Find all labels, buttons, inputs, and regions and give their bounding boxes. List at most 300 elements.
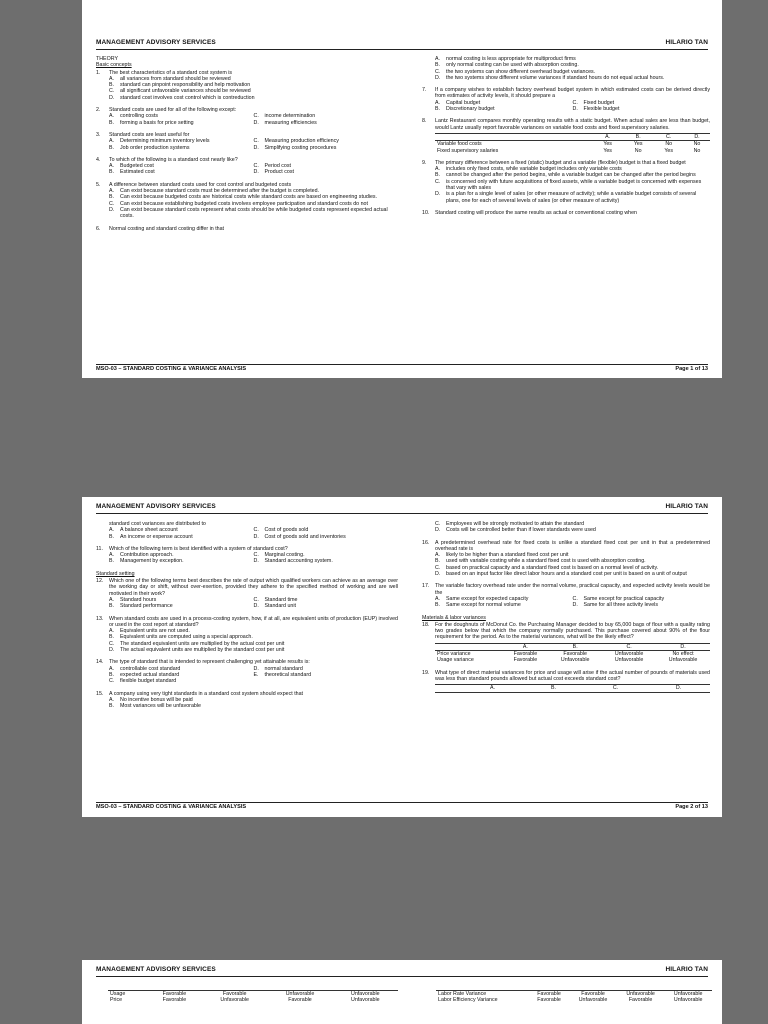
question-text: What type of direct material variances for price and usage will arise if the actual number of pounds of materials used was less than standard pounds allowed but actual cost exceeds standard cost? — [435, 669, 710, 682]
question-text: Normal costing and standard costing differ in that — [109, 225, 225, 232]
option-letter: A. — [109, 138, 115, 145]
question-stem — [96, 616, 398, 629]
table-row — [435, 148, 710, 154]
answer-option — [435, 602, 573, 608]
header-right: HILARIO TAN — [665, 503, 708, 510]
header-left: MANAGEMENT ADVISORY SERVICES — [96, 966, 216, 973]
answer-table — [435, 133, 710, 154]
option-letter: D. — [572, 106, 578, 113]
table-header-cell: D. — [684, 133, 710, 140]
option-text: Standard hours — [120, 596, 157, 603]
answer-option — [435, 106, 573, 112]
option-letter: B. — [109, 194, 115, 201]
table-cell: Labor Efficiency Variance — [438, 997, 498, 1004]
option-text: used with variable costing while a standard fixed cost is used with absorption costing. — [446, 558, 646, 565]
header-left: MANAGEMENT ADVISORY SERVICES — [96, 503, 216, 510]
page-number: Page 2 of 13 — [675, 804, 708, 810]
answer-option — [109, 145, 254, 151]
option-letter: B. — [109, 82, 115, 89]
question-text: A difference between standard costs used for cost control and budgeted costs — [109, 181, 292, 188]
question-stem — [96, 578, 398, 597]
option-letter: A. — [435, 56, 441, 62]
answer-option — [254, 678, 399, 684]
table-cell: Unfavorable — [220, 997, 249, 1004]
question-number: 17. — [422, 583, 430, 590]
question — [96, 691, 398, 710]
table-cell: Fixed supervisory salaries — [437, 147, 499, 154]
question-number: 12. — [96, 578, 104, 585]
header-right: HILARIO TAN — [665, 39, 708, 46]
document-page-3 — [82, 960, 722, 1024]
page-footer — [96, 802, 708, 813]
option-text: Contribution approach. — [120, 552, 174, 559]
document-page-1 — [82, 0, 722, 378]
page-header — [96, 503, 708, 514]
table-cell: Yes — [633, 141, 643, 148]
option-letter: D. — [253, 665, 259, 672]
option-letter: B. — [109, 144, 115, 151]
answer-option — [422, 191, 710, 204]
option-letter: A. — [435, 552, 441, 559]
option-letter: D. — [253, 119, 259, 126]
table-cell: Favorable — [529, 991, 569, 998]
question — [96, 616, 398, 654]
options-grid — [96, 527, 398, 540]
table-cell: Unfavorable — [578, 997, 608, 1004]
options-grid — [422, 100, 710, 113]
question-text: A company using very tight standards in a standard cost system should expect that — [109, 690, 304, 697]
option-letter: B. — [109, 169, 115, 176]
option-text: An income or expense account — [120, 533, 193, 540]
answer-table — [435, 684, 710, 692]
option-letter: A. — [109, 665, 115, 672]
option-letter: C. — [572, 595, 578, 602]
left-column — [96, 521, 398, 715]
question-number: 15. — [96, 690, 104, 697]
option-text: the two systems can show different overhead budget variances. — [446, 68, 596, 75]
option-letter: C. — [435, 68, 441, 75]
question-text: Which of the following term is best identified with a system of standard cost? — [109, 545, 288, 552]
question — [422, 622, 710, 664]
option-letter: B. — [109, 703, 115, 710]
option-text: Standard performance — [120, 603, 173, 610]
option-letter: C. — [435, 178, 441, 185]
option-text: Same for all three activity levels — [583, 602, 658, 609]
table-row — [436, 991, 712, 998]
option-text: A balance sheet account — [120, 527, 178, 534]
table-cell: Favorable — [162, 997, 187, 1004]
answer-table — [435, 643, 710, 664]
option-letter: C. — [253, 527, 259, 534]
question-text: The best characteristics of a standard cost system is — [109, 69, 233, 76]
option-text: Management by exception. — [120, 558, 184, 565]
answer-option — [96, 647, 398, 653]
question-number: 10. — [422, 209, 430, 216]
option-letter: D. — [109, 206, 115, 213]
option-letter: D. — [435, 571, 441, 578]
question-text: standard cost variances are distributed to — [109, 521, 206, 527]
table-cell: Price variance — [437, 651, 471, 658]
question-number: 18. — [422, 621, 430, 628]
question-stem — [422, 670, 710, 683]
table-cell: Unfavorable — [664, 991, 712, 998]
option-text: Equivalent units are computed using a special approach. — [120, 634, 253, 641]
option-text: Same except for expected capacity — [446, 595, 529, 602]
table-cell: Unfavorable — [351, 997, 380, 1004]
option-text: is a plan for a single level of sales (or other measure of activity); while a variable budget consists of several plans, one for each of several levels of sales (or other measure of activity) — [446, 191, 697, 204]
option-letter: B. — [435, 172, 441, 179]
question — [422, 87, 710, 112]
option-letter: B. — [109, 634, 115, 641]
options-grid — [96, 666, 398, 685]
table-cell: Unfavorable — [614, 651, 644, 658]
option-letter: D. — [435, 74, 441, 81]
table-cell: Yes — [603, 141, 612, 148]
document-page-2 — [82, 497, 722, 817]
table-cell: Favorable — [202, 991, 267, 998]
answer-option — [109, 169, 254, 175]
option-letter: A. — [109, 596, 115, 603]
right-column — [422, 56, 710, 222]
option-letter: A. — [109, 163, 115, 170]
option-letter: D. — [253, 144, 259, 151]
option-letter: D. — [109, 94, 115, 101]
answer-option — [573, 106, 711, 112]
table-cell: Price — [110, 997, 123, 1004]
table-cell: Unfavorable — [560, 657, 590, 664]
option-text: Discretionary budget — [446, 106, 495, 113]
option-letter: C. — [253, 163, 259, 170]
option-text: normal standard — [264, 665, 303, 672]
question — [96, 578, 398, 609]
question-number: 16. — [422, 539, 430, 546]
option-letter: C. — [253, 113, 259, 120]
option-letter: A. — [109, 696, 115, 703]
table-cell: No — [634, 147, 642, 154]
header-left: MANAGEMENT ADVISORY SERVICES — [96, 39, 216, 46]
table-header-cell — [435, 643, 503, 650]
answer-option — [422, 179, 710, 192]
option-text: Can exist because standard costs must be determined after the budget is completed. — [120, 188, 320, 195]
option-text: Product cost — [264, 169, 294, 176]
option-letter: C. — [572, 99, 578, 106]
option-text: Equivalent units are not used. — [120, 628, 190, 635]
table-cell: Favorable — [537, 997, 561, 1004]
option-letter: A. — [109, 75, 115, 82]
option-text: No incentive bonus will be paid — [120, 696, 193, 703]
table-header-cell: C. — [653, 133, 684, 140]
question-text: If a company wishes to establish factory overhead budget system in which estimated costs can be derived directly from estimates of activity levels, it should prepare a — [435, 87, 710, 100]
question-text: For the doughnuts of McDonut Co. the Purchasing Manager decided to buy 65,000 bags of flour with a quality rating two grades below that which the company normally purchased. This purchase covered about 90% of the flour requirement for the period. As to the material variances, what will be the likely effect? — [435, 621, 710, 641]
option-letter: D. — [572, 602, 578, 609]
option-letter: C. — [253, 596, 259, 603]
option-letter: A. — [109, 113, 115, 120]
option-text: measuring efficiencies — [264, 119, 317, 126]
answer-option — [422, 75, 710, 81]
question-stem — [96, 226, 398, 232]
option-text: normal costing is less appropriate for multiproduct firms — [446, 56, 576, 62]
table-cell: Yes — [603, 147, 612, 154]
table-cell: Labor Rate Variance — [436, 991, 529, 998]
table-header-cell: A. — [592, 133, 623, 140]
option-letter: A. — [435, 99, 441, 106]
table-cell: Yes — [664, 147, 674, 154]
table-row — [108, 991, 398, 998]
section-title: THEORY — [96, 56, 118, 62]
option-text: Can exist because budgeted costs are historical costs while standard costs are based on engineering studies. — [120, 194, 378, 201]
question-continued — [422, 521, 710, 534]
option-text: controlling costs — [120, 113, 158, 120]
question — [422, 540, 710, 578]
table-cell: Favorable — [288, 997, 312, 1004]
answer-option — [96, 95, 398, 101]
option-text: standard can pinpoint responsibility and help motivation — [120, 82, 251, 89]
option-text: Estimated cost — [120, 169, 155, 176]
subsection-title: Basic concepts — [96, 62, 132, 69]
table-cell: Favorable — [569, 991, 617, 998]
option-text: theoretical standard — [264, 671, 312, 678]
answer-option — [109, 120, 254, 126]
table-cell: Unfavorable — [668, 657, 698, 664]
option-text: all significant unfavorable variances should be reviewed — [120, 88, 251, 95]
table-cell: Usage variance — [437, 657, 474, 664]
option-text: Simplifying costing procedures — [264, 144, 337, 151]
question — [96, 546, 398, 565]
page-header — [96, 966, 708, 977]
option-text: Standard unit — [264, 603, 297, 610]
question-number: 9. — [422, 159, 427, 166]
table-cell: Unfavorable — [614, 657, 644, 664]
question — [96, 226, 398, 232]
option-text: Can exist because establishing budgeted costs involves employee participation and standard costs do not — [120, 200, 368, 207]
question-text: Lantz Restaurant compares monthly operating results with a static budget. When actual sales are less than budget, would Lantz usually report favorable variances on variable food costs and fixed supervisory salaries. — [435, 118, 710, 131]
subsection-title: Standard setting — [96, 570, 135, 577]
option-letter: B. — [435, 558, 441, 565]
table-cell: Favorable — [563, 651, 587, 658]
option-letter: A. — [109, 552, 115, 559]
option-letter: C. — [109, 640, 115, 647]
option-letter: D. — [253, 169, 259, 176]
option-letter: D. — [435, 191, 441, 198]
option-text: Cost of goods sold and inventories — [264, 533, 346, 540]
question — [422, 670, 710, 693]
options-grid — [96, 597, 398, 610]
table-header-cell — [435, 685, 462, 692]
option-letter: B. — [435, 602, 441, 609]
option-text: Can exist because standard costs represent what costs should be while budgeted costs represent expected actual costs. — [120, 206, 388, 220]
option-text: Determining minimum inventory levels — [120, 138, 210, 145]
option-letter: E. — [253, 671, 259, 678]
table-row — [108, 997, 398, 1003]
question-number: 3. — [96, 131, 101, 138]
question-text: When standard costs are used in a process-costing system, how, if at all, are equivalent units of production (EUP) involved or used in the cost report at standard? — [109, 615, 398, 628]
option-text: flexible budget standard — [120, 678, 177, 685]
table-header-cell: B. — [623, 133, 654, 140]
question-stem — [422, 118, 710, 131]
option-text: The standard equivalent units are multiplied by the actual cost per unit — [120, 640, 285, 647]
answer-option — [254, 603, 399, 609]
option-text: Measuring production efficiency — [264, 138, 339, 145]
option-letter: B. — [109, 119, 115, 126]
answer-option — [573, 602, 711, 608]
option-letter: D. — [253, 603, 259, 610]
question-text: Standard costs are least useful for — [109, 131, 190, 138]
option-text: Cost of goods sold — [264, 527, 309, 534]
option-text: Most variances will be unfavorable — [120, 703, 201, 710]
question-number: 5. — [96, 181, 101, 188]
option-letter: B. — [109, 533, 115, 540]
option-letter: C. — [253, 138, 259, 145]
table-cell: Favorable — [513, 651, 538, 658]
options-grid — [96, 163, 398, 176]
option-letter: D. — [253, 558, 259, 565]
question-number: 1. — [96, 69, 101, 76]
answer-option — [96, 207, 398, 220]
option-letter: D. — [435, 527, 441, 534]
table-header-cell — [435, 133, 592, 140]
option-text: income determination — [264, 113, 316, 120]
table-cell: No — [665, 141, 673, 148]
option-letter: C. — [435, 521, 441, 527]
table-header-cell: A. — [503, 643, 549, 650]
answer-option — [422, 571, 710, 577]
option-letter: C. — [435, 564, 441, 571]
option-letter: B. — [109, 558, 115, 565]
option-text: Fixed budget — [583, 99, 615, 106]
option-text: Employees will be strongly motivated to attain the standard — [446, 521, 585, 527]
option-letter: B. — [435, 62, 441, 69]
question-continued — [96, 521, 398, 540]
question-stem — [422, 540, 710, 553]
option-letter: A. — [109, 188, 115, 195]
option-text: Costs will be controlled better than if lower standards were used — [446, 527, 596, 534]
footer-left: MSO-03 – STANDARD COSTING & VARIANCE ANALYSIS — [96, 366, 247, 372]
option-text: likely to be higher than a standard fixed cost per unit — [446, 552, 569, 559]
right-column — [422, 521, 710, 699]
option-text: standard cost involves cost control which is contreduction — [120, 94, 255, 101]
option-text: Job order production systems — [120, 144, 190, 151]
question-number: 11. — [96, 545, 103, 552]
table-row — [435, 141, 710, 148]
table-row — [435, 657, 710, 663]
option-text: The actual equivalent units are multiplied by the standard cost per unit — [120, 647, 285, 654]
table-header-cell: C. — [602, 643, 656, 650]
option-text: based on an input factor like direct labor hours and a standard cost per unit is based on a unit of output — [446, 571, 687, 578]
page-number: Page 1 of 13 — [675, 366, 708, 372]
footer-left: MSO-03 – STANDARD COSTING & VARIANCE ANALYSIS — [96, 804, 247, 810]
option-text: Budgeted cost — [120, 163, 154, 170]
question-stem — [422, 583, 710, 596]
table-header-cell: D. — [647, 685, 710, 692]
question-stem — [422, 622, 710, 641]
question-number: 7. — [422, 87, 427, 94]
question — [422, 118, 710, 153]
option-text: includes only fixed costs, while variable budget includes only variable costs — [446, 166, 622, 173]
question-text: The primary difference between a fixed (static) budget and a variable (flexible) budget is that a fixed budget — [435, 159, 686, 166]
answer-option — [109, 534, 254, 540]
table-cell: No — [693, 147, 701, 154]
answer-option — [254, 169, 399, 175]
subsection-title: Materials & labor variances — [422, 614, 486, 621]
table-row — [436, 997, 712, 1003]
question-number: 4. — [96, 156, 101, 163]
question — [96, 107, 398, 126]
question-text: The type of standard that is intended to represent challenging yet attainable results is: — [109, 659, 310, 666]
table-header-cell: B. — [548, 643, 602, 650]
option-letter: A. — [109, 527, 115, 534]
variance-table-left — [108, 990, 398, 1004]
options-grid — [96, 138, 398, 151]
table-header-cell: D. — [656, 643, 710, 650]
answer-option — [254, 534, 399, 540]
table-cell: Unfavorable — [673, 997, 703, 1004]
header-right: HILARIO TAN — [665, 966, 708, 973]
question-text: To which of the following is a standard cost nearly like? — [109, 156, 238, 163]
option-letter: C. — [253, 552, 259, 559]
table-cell: No effect — [672, 651, 694, 658]
table-header-cell: B. — [523, 685, 584, 692]
table-cell: Unfavorable — [333, 991, 398, 998]
option-text: Standard accounting system. — [264, 558, 333, 565]
options-grid — [96, 113, 398, 126]
option-letter: B. — [109, 671, 115, 678]
answer-option — [254, 558, 399, 564]
answer-option — [109, 558, 254, 564]
table-cell: Usage — [108, 991, 147, 998]
option-text: Flexible budget — [583, 106, 620, 113]
question-text: A predetermined overhead rate for fixed costs is unlike a standard fixed cost per unit in that a predetermined overhead rate is — [435, 539, 710, 552]
table-cell: Variable food costs — [437, 141, 482, 148]
page-header — [96, 39, 708, 50]
option-text: cannot be changed after the period begins, while a variable budget can be changed after the period begins — [446, 172, 696, 179]
option-letter: A. — [435, 166, 441, 173]
option-text: Capital budget — [446, 99, 481, 106]
question-number: 2. — [96, 107, 101, 114]
table-cell: Unfavorable — [267, 991, 332, 998]
options-grid — [422, 596, 710, 609]
table-cell: Favorable — [147, 991, 202, 998]
question-stem — [422, 87, 710, 100]
answer-option — [254, 145, 399, 151]
options-grid — [96, 552, 398, 565]
question-number: 19. — [422, 669, 430, 676]
option-text: all variances from standard should be reviewed — [120, 75, 231, 82]
question-text: Which one of the following terms best describes the rate of output which qualified workers can achieve as an average over the working day or shift, without over-exertion, provided they adhere to the specified method of working and are well motivated in their work? — [109, 578, 398, 597]
option-text: is concerned only with future acquisitions of fixed assets, while a variable budget is concerned with expenses that vary with sales — [446, 178, 702, 192]
question — [96, 157, 398, 176]
option-letter — [254, 678, 265, 684]
option-text: Same except for normal volume — [446, 602, 521, 609]
table-cell: Favorable — [628, 997, 653, 1004]
left-column — [96, 56, 398, 238]
variance-table-right — [436, 990, 712, 1004]
question — [96, 659, 398, 684]
question-number: 13. — [96, 615, 104, 622]
answer-option — [422, 527, 710, 533]
option-text: the two systems show different volume variances if standard hours do not equal actual hours. — [446, 74, 665, 81]
option-text: based on practical capacity and a standard fixed cost is based on a normal level of activity. — [446, 564, 659, 571]
page-footer — [96, 364, 708, 375]
option-text: forming a basis for price setting — [120, 119, 194, 126]
table-cell: Favorable — [513, 657, 538, 664]
option-letter: B. — [109, 603, 115, 610]
option-letter: B. — [435, 106, 441, 113]
option-letter: A. — [435, 595, 441, 602]
table-header-cell: C. — [584, 685, 647, 692]
question — [96, 70, 398, 101]
table-header-cell: A. — [462, 685, 523, 692]
answer-option — [109, 603, 254, 609]
